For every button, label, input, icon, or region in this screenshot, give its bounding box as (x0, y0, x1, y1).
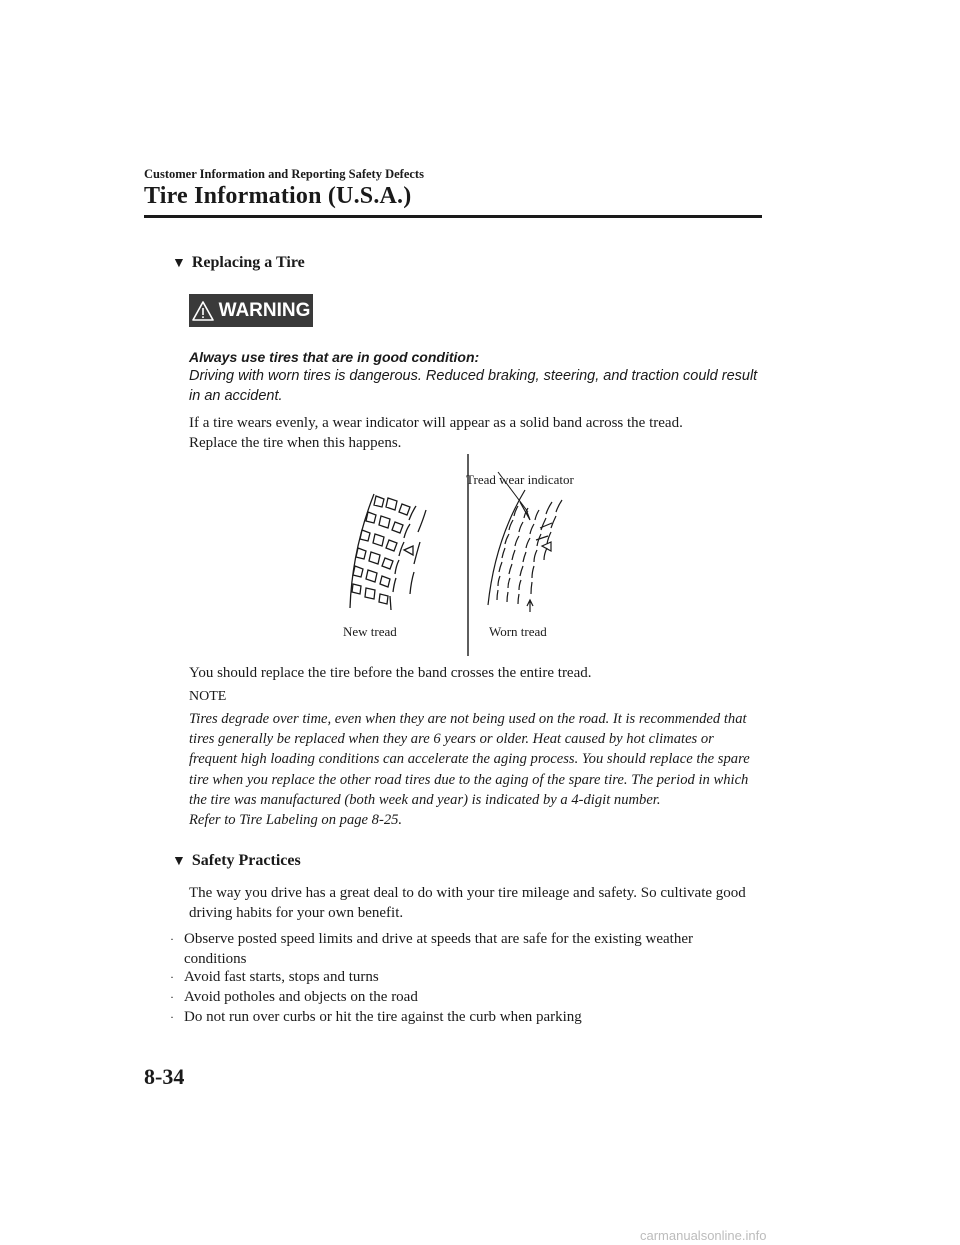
bullet-text: Avoid fast starts, stops and turns (184, 969, 379, 985)
note-heading: NOTE (189, 689, 227, 704)
footer-watermark: carmanualsonline.info (640, 1228, 767, 1243)
note-block (189, 709, 764, 830)
section-label: Safety Practices (191, 852, 301, 869)
section-triangle-icon: ▼ (172, 256, 186, 271)
new-tread-illustration (350, 494, 426, 610)
section-label: Replacing a Tire (191, 254, 305, 271)
page-number: 8-34 (144, 1064, 185, 1089)
section-safety-practices (172, 852, 301, 870)
worn-tread-label: Worn tread (489, 624, 547, 639)
page-title: Tire Information (U.S.A.) (144, 183, 412, 209)
chapter-title: Customer Information and Reporting Safety Defects (144, 167, 424, 181)
bullet-item (170, 967, 750, 987)
wear-paragraph-line-2: Replace the tire when this happens. (189, 435, 402, 451)
band-paragraph: You should replace the tire before the band crosses the entire tread. (189, 665, 592, 681)
section-replacing-a-tire (172, 254, 305, 272)
safety-paragraph: The way you drive has a great deal to do with your tire mileage and safety. So cultivate good driving habits for your own benefit. (189, 885, 746, 921)
bullet-dot: · (170, 990, 174, 1004)
wear-paragraph-line-1: If a tire wears evenly, a wear indicator will appear as a solid band across the tread. (189, 415, 683, 431)
tread-wear-indicator-label: Tread wear indicator (466, 472, 574, 487)
section-triangle-icon: ▼ (172, 854, 186, 869)
bullet-text: Do not run over curbs or hit the tire against the curb when parking (184, 1009, 582, 1025)
new-tread-label: New tread (343, 624, 397, 639)
warning-label: WARNING (218, 299, 311, 321)
warning-badge (189, 294, 313, 327)
bullet-dot: · (170, 1010, 174, 1024)
title-rule (144, 215, 762, 218)
bullet-item (170, 987, 750, 1007)
warning-triangle-icon (192, 301, 214, 321)
bullet-item (170, 929, 750, 969)
note-reference: Refer to Tire Labeling on page 8-25. (189, 812, 403, 829)
bullet-dot: · (170, 970, 174, 984)
bullet-text: Avoid potholes and objects on the road (184, 989, 418, 1005)
bullet-item (170, 1007, 750, 1027)
warning-heading: Always use tires that are in good condition: (189, 349, 480, 365)
bullet-text: Observe posted speed limits and drive at speeds that are safe for the existing weather conditions (184, 931, 693, 967)
note-body: Tires degrade over time, even when they are not being used on the road. It is recommended that tires generally be replaced when they are 6 years or older. Heat caused by hot climates or frequent high loading conditions can accelerate the aging process. You should replace the spare tire when you replace the other road tires due to the aging of the spare tire. The period in which the tire was manufactured (both week and year) is indicated by a 4-digit number. (189, 711, 750, 808)
bullet-dot: · (170, 932, 174, 946)
warning-body: Driving with worn tires is dangerous. Reduced braking, steering, and traction could result in an accident. (189, 368, 758, 404)
